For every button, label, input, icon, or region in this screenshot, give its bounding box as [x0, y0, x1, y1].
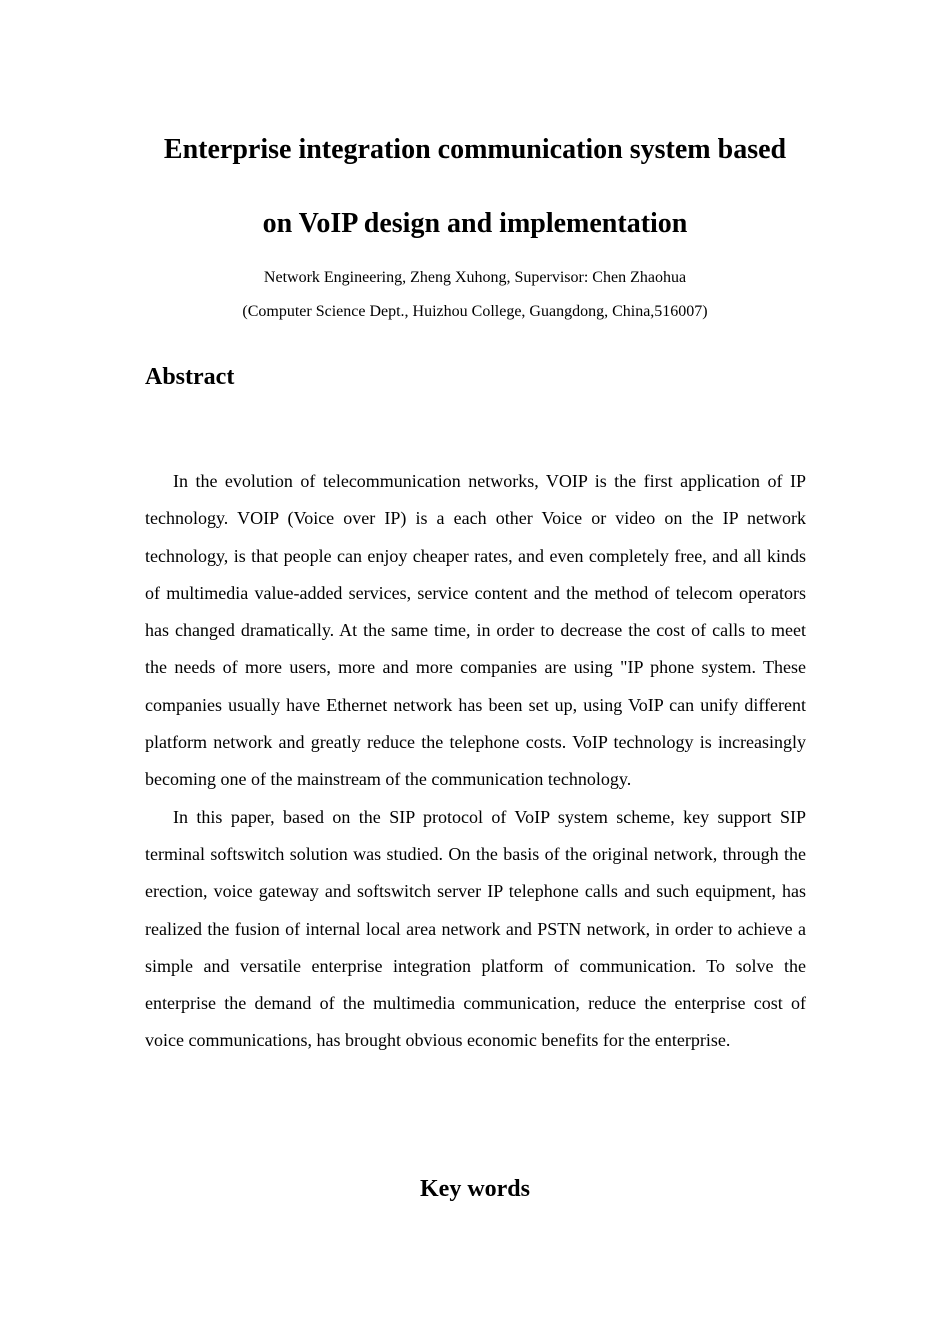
paper-title-line-2: on VoIP design and implementation	[262, 208, 688, 239]
abstract-paragraph: In this paper, based on the SIP protocol of VoIP system scheme, key support SIP terminal softswitch solution was studied. On the basis of the original network, through the erection, voice gateway and softswitch server IP telephone calls and such equipment, has realized the fusion of internal local area network and PSTN network, in order to achieve a simple and versatile enterprise integration platform of communication. To solve the enterprise the demand of the multimedia communication, reduce the enterprise cost of voice communications, has brought obvious economic benefits for the enterprise.	[145, 806, 806, 1051]
paper-title-line-1: Enterprise integration communication system based	[163, 134, 787, 165]
abstract-heading: Abstract	[145, 364, 235, 390]
affiliation-line: (Computer Science Dept., Huizhou College, Guangdong, China,516007)	[242, 303, 708, 320]
author-line: Network Engineering, Zheng Xuhong, Supervisor: Chen Zhaohua	[263, 269, 687, 286]
keywords-heading: Key words	[420, 1176, 530, 1202]
abstract-paragraph: In the evolution of telecommunication networks, VOIP is the first application of IP technology. VOIP (Voice over IP) is a each other Voice or video on the IP network technology, is that people can enjoy cheaper rates, and even completely free, and all kinds of multimedia value-added services, service content and the method of telecom operators has changed dramatically. At the same time, in order to decrease the cost of calls to meet the needs of more users, more and more companies are using "IP phone system. These companies usually have Ethernet network has been set up, using VoIP can unify different platform network and greatly reduce the telephone costs. VoIP technology is increasingly becoming one of the mainstream of the communication technology.	[145, 471, 806, 790]
abstract-body	[145, 463, 806, 1060]
